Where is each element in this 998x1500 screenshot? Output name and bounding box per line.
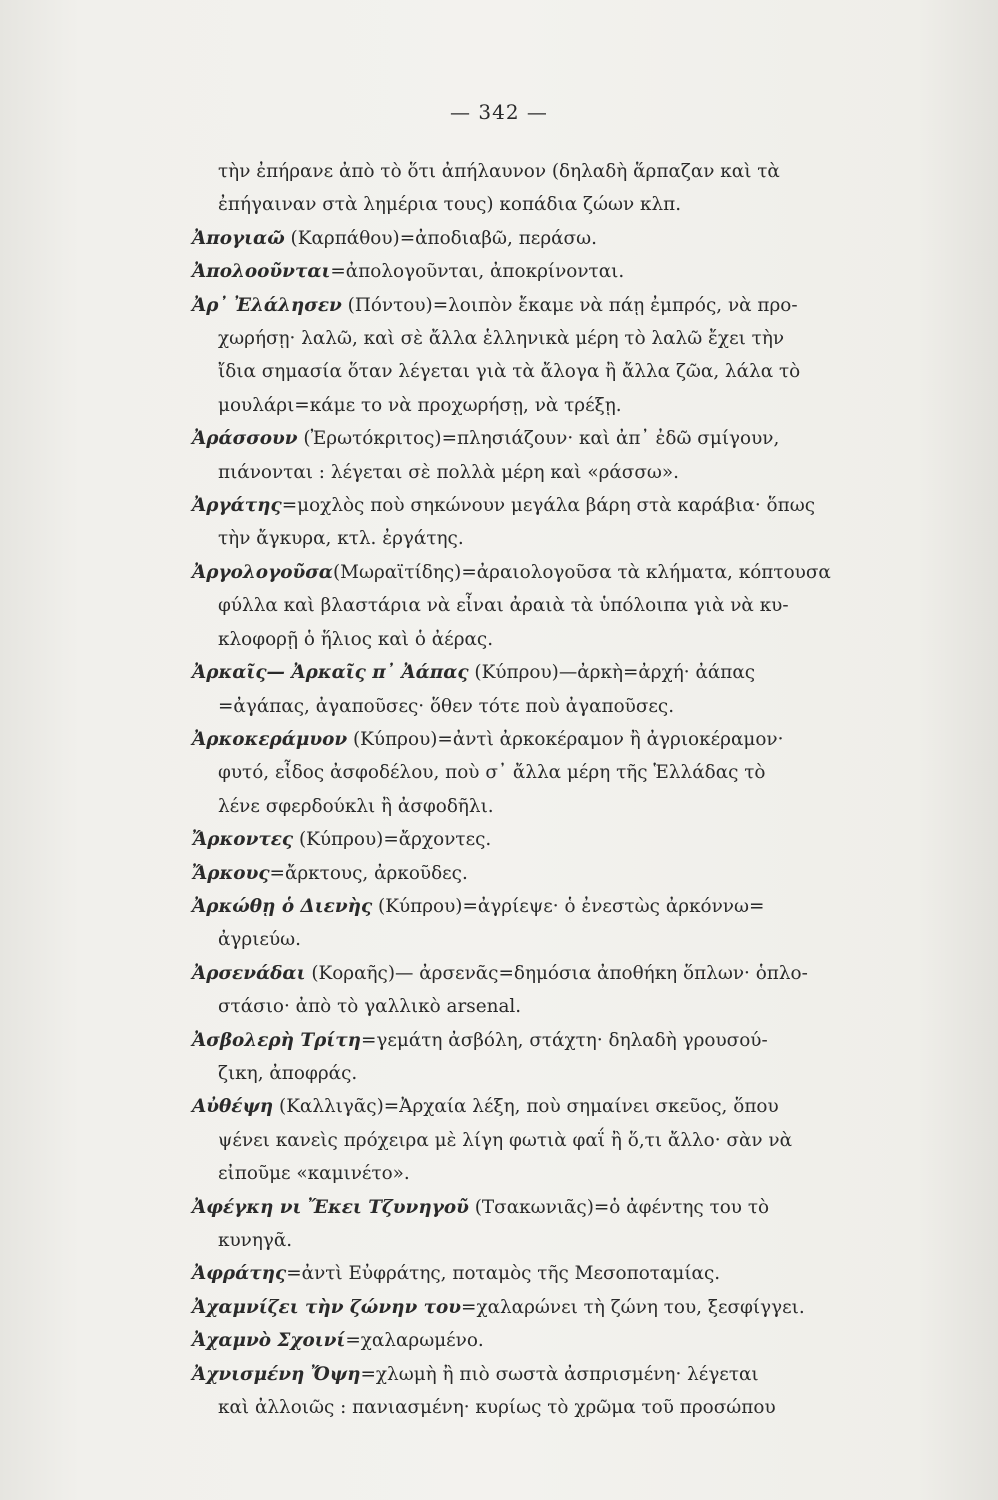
continuation-line: τὴν ἐπήρανε ἀπὸ τὸ ὅτι ἀπήλαυνον (δηλαδὴ ἅρπαζαν καὶ τὰ	[218, 161, 780, 182]
dictionary-entry-line	[192, 556, 892, 589]
definition-text: (Ἐρωτόκριτος)=πλησιάζουν· καὶ ἀπ᾽ ἐδῶ σμίγουν,	[297, 428, 780, 450]
headword: Ἀρκώθῃ ὁ Διενὴς	[192, 895, 373, 917]
continuation-line: τὴν ἄγκυρα, κτλ. ἐργάτης.	[218, 528, 464, 550]
continuation-line: φύλλα καὶ βλαστάρια νὰ εἶναι ἀραιὰ τὰ ὑπόλοιπα γιὰ νὰ κυ-	[218, 595, 789, 617]
dictionary-entry-line	[192, 422, 892, 455]
continuation-line: πιάνονται : λέγεται σὲ πολλὰ μέρη καὶ «ράσσω».	[218, 461, 680, 483]
continuation-line: εἰποῦμε «καμινέτο».	[218, 1163, 410, 1185]
headword: Ἀρκοκεράμυον	[192, 728, 348, 750]
dictionary-entry-line	[192, 489, 892, 522]
dictionary-entry-line	[192, 1024, 892, 1057]
definition-text: (Κοραῆς)— ἀρσενᾶς=δημόσια ἀποθήκη ὅπλων· ὁπλο-	[305, 962, 808, 984]
headword: Ἀργάτης	[192, 495, 282, 517]
continuation-line: καὶ ἀλλοιῶς : πανιασμένη· κυρίως τὸ χρῶμα τοῦ προσώπου	[218, 1397, 776, 1419]
continuation-line: χωρήσῃ· λαλῶ, καὶ σὲ ἄλλα ἑλληνικὰ μέρη τὸ λαλῶ ἔχει τὴν	[218, 328, 785, 350]
definition-text: =χαλαρωμένο.	[345, 1330, 484, 1352]
headword: Ἀρκαῖς— Ἀρκαῖς π᾽ Ἀάπας	[192, 662, 469, 684]
definition-text: (Καλλιγᾶς)=Ἀρχαία λέξη, ποὺ σημαίνει σκεῦος, ὅπου	[273, 1096, 779, 1118]
continuation-line: ζικη, ἀποφράς.	[218, 1062, 358, 1084]
definition-text: =μοχλὸς ποὺ σηκώνουν μεγάλα βάρη στὰ καράβια· ὅπως	[281, 495, 815, 517]
dictionary-entry-line	[192, 857, 892, 890]
dictionary-entry-line	[192, 1257, 892, 1290]
dictionary-entry-line	[192, 289, 892, 322]
headword: Ἀχνισμένη Ὄψη	[192, 1363, 361, 1385]
continuation-line: ἐπήγαιναν στὰ λημέρια τους) κοπάδια ζώων κλπ.	[218, 194, 682, 216]
headword: Ἀχαμνίζει τὴν ζώνην του	[192, 1296, 462, 1318]
definition-text: =ἀπολογοῦνται, ἀποκρίνονται.	[330, 261, 625, 283]
definition-text: (Πόντου)=λοιπὸν ἔκαμε νὰ πάῃ ἐμπρός, νὰ προ-	[341, 294, 798, 316]
definition-text: =ἀντὶ Εὐφράτης, ποταμὸς τῆς Μεσοποταμίας.	[286, 1263, 721, 1285]
headword: Αὐθέψη	[192, 1096, 274, 1118]
headword: Ἄρκους	[192, 862, 270, 884]
headword: Ἀπογιαῶ	[192, 227, 285, 249]
headword: Ἀχαμνὸ Σχοινί	[192, 1330, 346, 1352]
continuation-line: κυνηγᾶ.	[218, 1230, 293, 1251]
dictionary-entry-line	[192, 1291, 892, 1324]
headword: Ἀφέγκη νι Ἔκει Τζυνηγοῦ	[192, 1196, 469, 1218]
dictionary-entry-line	[192, 1324, 892, 1357]
definition-text: (Καρπάθου)=ἀποδιαβῶ, περάσω.	[284, 227, 597, 249]
dictionary-entry-line	[192, 957, 892, 990]
dictionary-entry-line	[192, 1358, 892, 1391]
dictionary-entry-line	[192, 1191, 892, 1224]
definition-text: (Κύπρου)=ἀγρίεψε· ὁ ἐνεστὼς ἀρκόννω=	[372, 895, 765, 917]
dictionary-entry-line	[192, 723, 892, 756]
dictionary-text	[192, 155, 892, 1424]
definition-text: (Κύπρου)=ἄρχοντες.	[293, 829, 492, 851]
headword: Ἀπολοοῦνται	[192, 261, 331, 283]
dictionary-entry-line	[192, 255, 892, 288]
page-number: — 342 —	[450, 100, 548, 124]
dictionary-entry-line	[192, 1090, 892, 1123]
dictionary-entry-line	[192, 222, 892, 255]
continuation-line: μουλάρι=κάμε το νὰ προχωρήσῃ, νὰ τρέξῃ.	[218, 394, 622, 416]
headword: Ἀργολογοῦσα	[192, 561, 333, 583]
definition-text: (Τσακωνιᾶς)=ὁ ἀφέντης του τὸ	[468, 1196, 770, 1218]
headword: Ἀρσενάδαι	[192, 962, 306, 984]
continuation-line: ψένει κανεὶς πρόχειρα μὲ λίγη φωτιὰ φαΐ ἢ ὅ,τι ἄλλο· σὰν νὰ	[218, 1129, 792, 1151]
definition-text: =ἄρκτους, ἀρκοῦδες.	[269, 862, 468, 884]
continuation-line: κλοφορῇ ὁ ἥλιος καὶ ὁ ἀέρας.	[218, 628, 494, 650]
headword: Ἀφράτης	[192, 1263, 287, 1285]
headword: Ἀράσσουν	[192, 428, 298, 450]
continuation-line: φυτό, εἶδος ἀσφοδέλου, ποὺ σ᾽ ἄλλα μέρη τῆς Ἑλλάδας τὸ	[218, 762, 766, 784]
definition-text: (Κύπρου)=ἀντὶ ἀρκοκέραμον ἢ ἀγριοκέραμον·	[347, 728, 784, 750]
dictionary-entry-line	[192, 823, 892, 856]
dictionary-entry-line	[192, 890, 892, 923]
definition-text: (Μωραϊτίδης)=ἀραιολογοῦσα τὰ κλήματα, κόπτουσα	[332, 561, 831, 583]
continuation-line: =ἀγάπας, ἀγαποῦσες· ὅθεν τότε ποὺ ἀγαποῦσες.	[218, 695, 675, 717]
definition-text: =χαλαρώνει τὴ ζώνη του, ξεσφίγγει.	[461, 1296, 805, 1318]
definition-text: =χλωμὴ ἢ πιὸ σωστὰ ἀσπρισμένη· λέγεται	[360, 1363, 759, 1385]
definition-text: (Κύπρου)—ἀρκὴ=ἀρχή· ἀάπας	[468, 662, 756, 684]
dictionary-entry-line	[192, 656, 892, 689]
continuation-line: ἴδια σημασία ὅταν λέγεται γιὰ τὰ ἄλογα ἢ ἄλλα ζῶα, λάλα τὸ	[218, 361, 801, 383]
headword: Ἀσβολερὴ Τρίτη	[192, 1029, 361, 1051]
continuation-line: λένε σφερδούκλι ἢ ἀσφοδῆλι.	[218, 795, 494, 817]
definition-text: =γεμάτη ἀσβόλη, στάχτη· δηλαδὴ γρουσού-	[360, 1029, 768, 1051]
headword: Ἄρκοντες	[192, 829, 294, 851]
headword: Ἀρ᾽ Ἐλάλησεν	[192, 294, 342, 316]
continuation-line: ἀγριεύω.	[218, 929, 301, 951]
continuation-line: στάσιο· ἀπὸ τὸ γαλλικὸ arsenal.	[218, 996, 522, 1018]
